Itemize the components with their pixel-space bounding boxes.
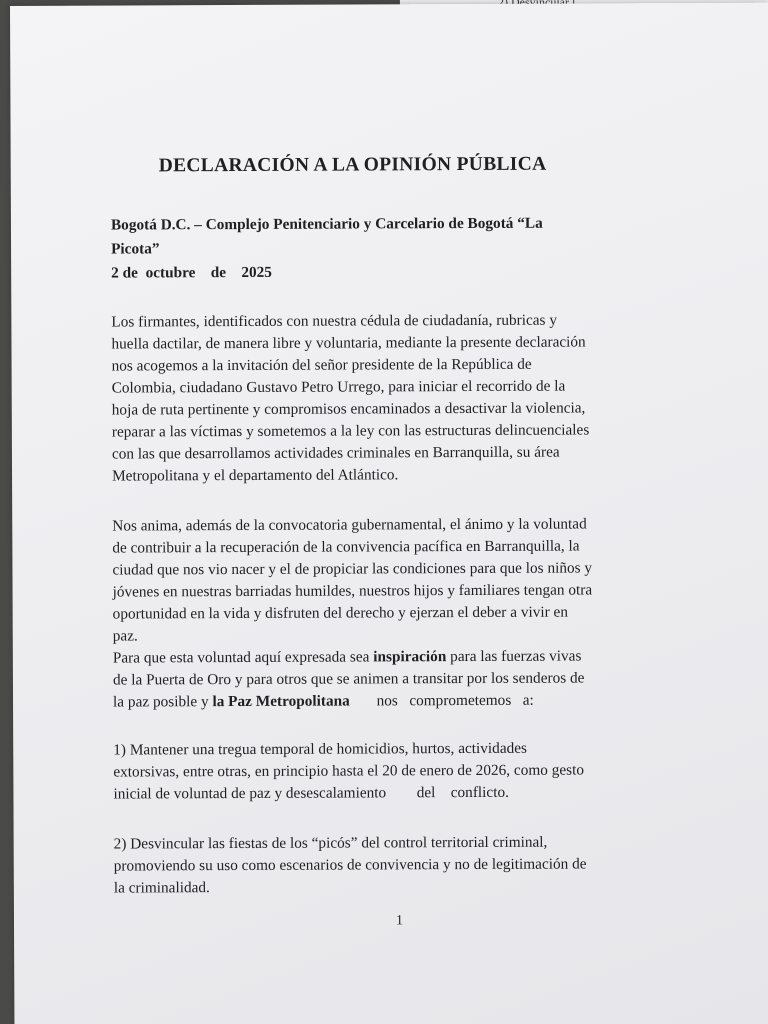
item-line: la criminalidad.	[113, 879, 210, 897]
emphasis-inspiracion: inspiración	[373, 648, 447, 666]
paragraph-line: Colombia, ciudadano Gustavo Petro Urrego, para iniciar el recorrido de la	[111, 377, 566, 397]
document-page	[10, 3, 768, 1024]
paragraph-line: Nos anima, además de la convocatoria gubernamental, el ánimo y la voluntad	[112, 515, 587, 535]
paragraph-line: hoja de ruta pertinente y compromisos encaminados a desactivar la violencia,	[111, 399, 586, 419]
paragraph-line: reparar a las víctimas y sometemos a la ley con las estructuras delincuenciales	[111, 421, 590, 441]
paragraph-line: la paz posible y la Paz Metropolitana nos comprometemos a:	[113, 691, 534, 711]
document-title: DECLARACIÓN A LA OPINIÓN PÚBLICA	[158, 153, 547, 177]
paragraph-line: huella dactilar, de manera libre y voluntaria, mediante la presente declaración	[111, 333, 586, 353]
item-line: 2) Desvincular las fiestas de los “picós” del control territorial criminal,	[113, 833, 548, 853]
place-line-1: Bogotá D.C. – Complejo Penitenciario y Carcelario de Bogotá “La	[110, 214, 543, 234]
paragraph-line: Para que esta voluntad aquí expresada sea inspiración para las fuerzas vivas	[112, 647, 582, 667]
paragraph-line: de la Puerta de Oro y para otros que se animen a transitar por los senderos de	[112, 669, 585, 689]
item-line: inicial de voluntad de paz y desescalamiento del conflicto.	[113, 783, 509, 803]
emphasis-paz-metropolitana: la Paz Metropolitana	[212, 692, 350, 711]
item-line: promoviendo su uso como escenarios de convivencia y no de legitimación de	[113, 855, 587, 875]
paragraph-line: de contribuir a la recuperación de la convivencia pacífica en Barranquilla, la	[112, 537, 580, 557]
paragraph-line: Metropolitana y el departamento del Atlántico.	[112, 466, 399, 485]
paragraph-line: con las que desarrollamos actividades criminales en Barranquilla, su área	[111, 443, 560, 463]
paragraph-line: Los firmantes, identificados con nuestra cédula de ciudadanía, rubricas y	[111, 311, 557, 331]
paragraph-line: nos acogemos a la invitación del señor presidente de la República de	[111, 355, 532, 375]
item-line: extorsivas, entre otras, en principio hasta el 20 de enero de 2026, como gesto	[113, 761, 585, 781]
page-number: 1	[395, 913, 404, 929]
paragraph-line: paz.	[112, 627, 138, 645]
place-line-2: Picota”	[111, 240, 160, 258]
item-line: 1) Mantener una tregua temporal de homicidios, hurtos, actividades	[113, 739, 528, 759]
paragraph-line: oportunidad en la vida y disfruten del derecho y ejerzan el deber a vivir en	[112, 603, 569, 623]
paragraph-line: ciudad que nos vio nacer y el de propiciar las condiciones para que los niños y	[112, 559, 593, 579]
document-date: 2 de octubre de 2025	[111, 263, 272, 282]
paragraph-line: jóvenes en nuestras barriadas humildes, nuestros hijos y familiares tengan otra	[112, 581, 593, 601]
